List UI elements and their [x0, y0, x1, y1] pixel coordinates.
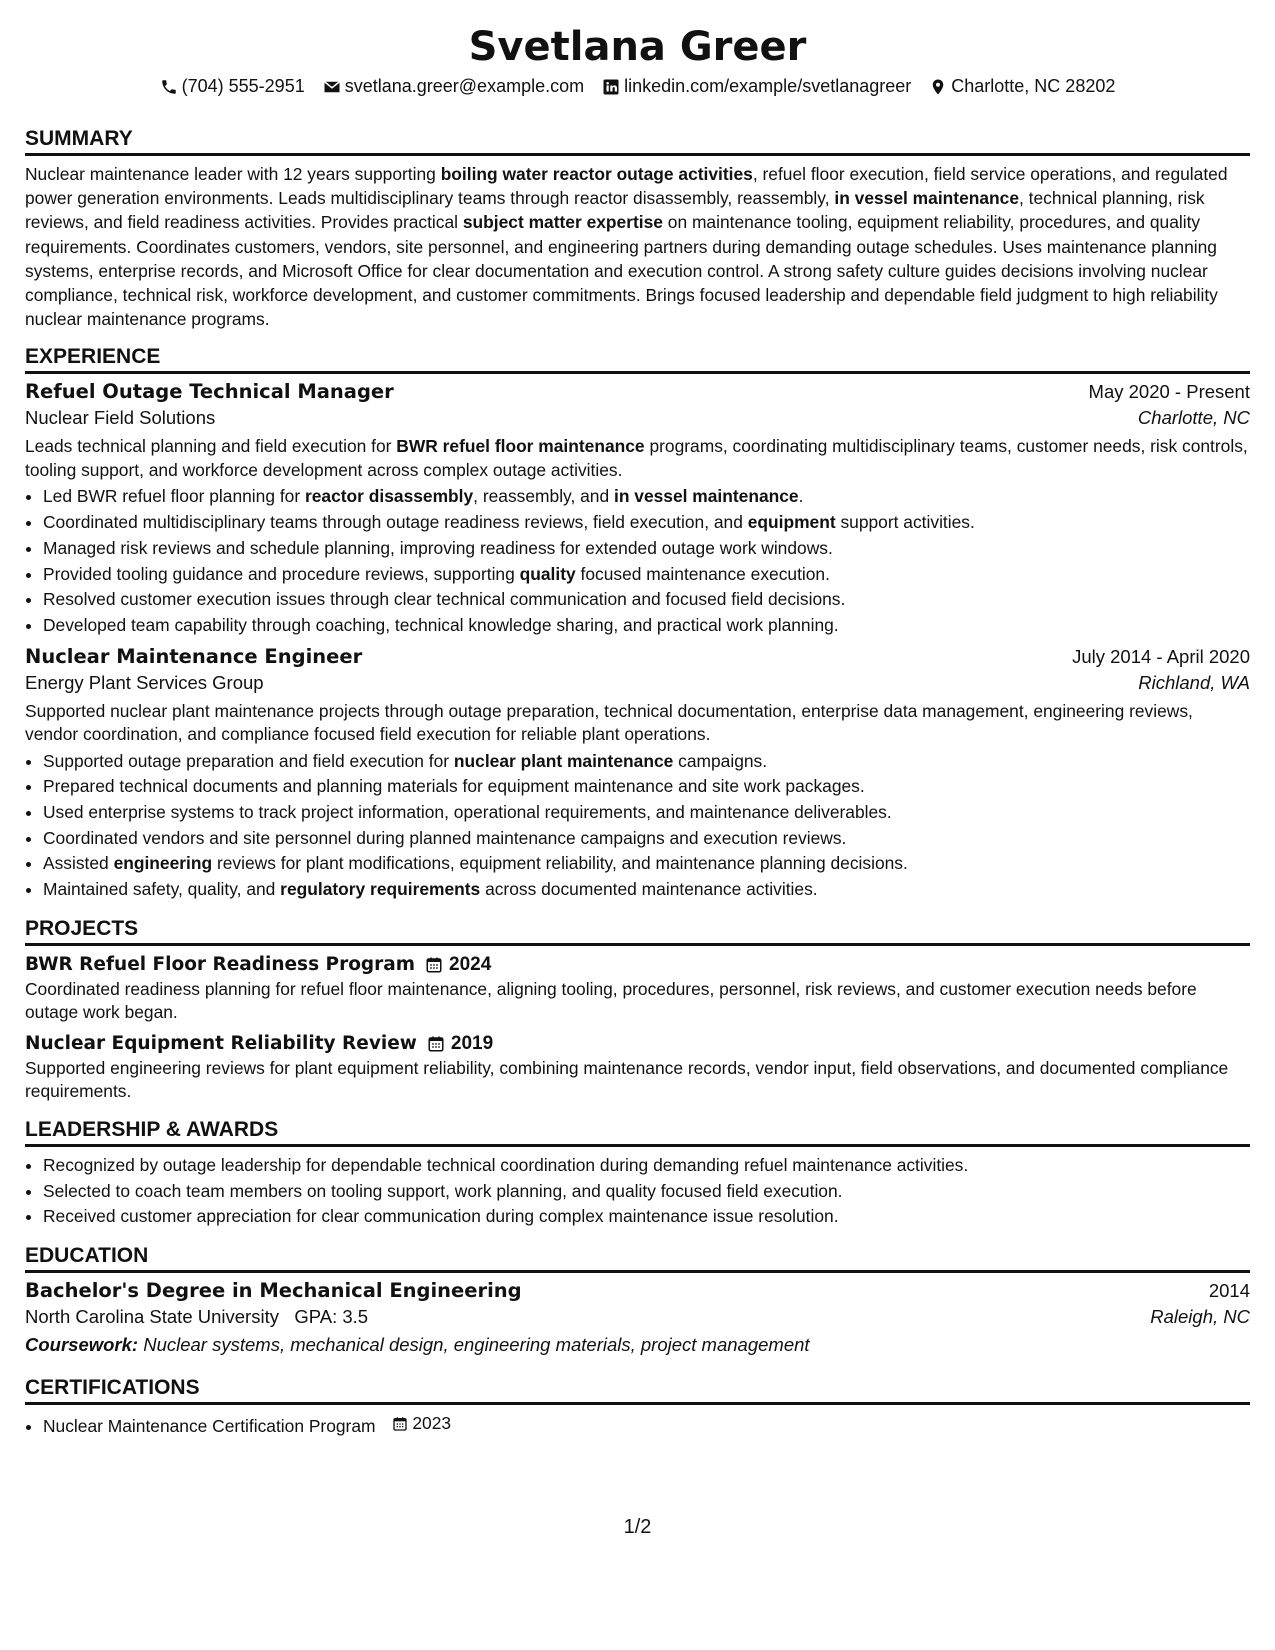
certifications-heading: CERTIFICATIONS	[25, 1376, 1250, 1405]
list-item: • Managed risk reviews and schedule planning, improving readiness for extended outage work windows.	[43, 536, 1250, 562]
project-entry	[25, 954, 1250, 1025]
contact-phone	[160, 76, 305, 97]
desc-part: programs, coordinating multidisciplinary teams, customer needs, risk controls, tooling support, and workforce development across complex outage activities.	[25, 436, 1248, 480]
list-item: • Received customer appreciation for clear communication during complex maintenance issue resolution.	[43, 1204, 1250, 1230]
job-bullets	[25, 484, 1250, 638]
project-entry	[25, 1033, 1250, 1104]
job-company: Energy Plant Services Group	[25, 671, 264, 693]
job-date: July 2014 - April 2020	[1072, 645, 1250, 667]
summary-part: Nuclear maintenance leader with 12 years supporting	[25, 164, 441, 184]
experience-heading: EXPERIENCE	[25, 345, 1250, 374]
job-location: Richland, WA	[1138, 671, 1250, 693]
project-description: Coordinated readiness planning for refuel floor maintenance, aligning tooling, procedures, personnel, risk reviews, and customer execution needs before outage work began.	[25, 978, 1197, 1023]
email-text: svetlana.greer@example.com	[344, 76, 585, 96]
project-title: Nuclear Equipment Reliability Review	[25, 1033, 417, 1055]
cert-year-text: 2023	[412, 1412, 452, 1433]
linkedin-text: linkedin.com/example/svetlanagreer	[624, 76, 912, 96]
projects-heading: PROJECTS	[25, 917, 1250, 946]
page-number: 1/2	[623, 1516, 652, 1538]
education-entry	[25, 1279, 1250, 1356]
certifications-list	[25, 1411, 1250, 1440]
summary-part: on maintenance tooling, equipment reliability, procedures, and quality requirements. Coordinates customers, vendors, site personnel, and engineering partners during demanding outage schedules. Uses maintenance planning systems, enterprise records, and Microsoft Office for clear documentation and execution control. A strong safety culture guides decisions involving nuclear compliance, technical risk, workforce development, and customer commitments. Brings focused leadership and dependable field judgment to high reliability nuclear maintenance programs.	[25, 212, 1218, 330]
list-item: • Selected to coach team members on tooling support, work planning, and quality focused field execution.	[43, 1179, 1250, 1205]
job-date: May 2020 - Present	[1088, 381, 1250, 403]
job-bullets	[25, 749, 1250, 903]
summary-part: , refuel floor execution, field service operations, and regulated power generation environments. Leads multidisciplinary teams through reactor disassembly, reassembly,	[25, 164, 1228, 209]
linkedin-icon	[602, 78, 620, 96]
project-year	[425, 954, 491, 976]
contact-email[interactable]	[323, 76, 584, 97]
location-text: Charlotte, NC 28202	[951, 76, 1116, 96]
job-description: Supported nuclear plant maintenance projects through outage preparation, technical documentation, enterprise data management, engineering reviews, vendor coordination, and compliance focused field execution for reliable plant operations.	[25, 700, 1193, 745]
summary-text	[25, 162, 1250, 331]
degree-title: Bachelor's Degree in Mechanical Engineering	[25, 1278, 522, 1302]
list-item: • Recognized by outage leadership for dependable technical coordination during demanding refuel maintenance activities.	[43, 1153, 1250, 1179]
list-item: • Supported outage preparation and field execution for nuclear plant maintenance campaigns.	[43, 749, 1250, 775]
cert-name: Nuclear Maintenance Certification Program	[43, 1415, 376, 1436]
leadership-list	[25, 1153, 1250, 1230]
list-item: • Resolved customer execution issues through clear technical communication and focused field decisions.	[43, 587, 1250, 613]
project-year-text: 2024	[449, 953, 492, 975]
list-item: • Assisted engineering reviews for plant modifications, equipment reliability, and maintenance planning decisions.	[43, 851, 1250, 877]
job-entry	[25, 380, 1250, 638]
phone-icon	[160, 78, 178, 96]
project-year-text: 2019	[450, 1032, 494, 1054]
summary-bold: in vessel maintenance	[834, 188, 1019, 209]
calendar-icon	[425, 956, 443, 974]
summary-heading: SUMMARY	[25, 127, 1250, 156]
contact-linkedin[interactable]	[602, 76, 911, 97]
degree-year: 2014	[1208, 1279, 1250, 1301]
cert-year	[392, 1411, 451, 1437]
job-title: Refuel Outage Technical Manager	[25, 380, 394, 404]
school-name: North Carolina State University GPA: 3.5	[25, 1305, 369, 1327]
job-company: Nuclear Field Solutions	[25, 407, 216, 429]
desc-bold: BWR refuel floor maintenance	[396, 436, 645, 457]
calendar-icon	[427, 1035, 445, 1053]
project-year	[427, 1033, 493, 1055]
list-item: • Led BWR refuel floor planning for reactor disassembly, reassembly, and in vessel maintenance.	[43, 484, 1250, 510]
job-location: Charlotte, NC	[1137, 407, 1250, 429]
contact-bar	[25, 76, 1250, 97]
list-item: • Used enterprise systems to track project information, operational requirements, and maintenance deliverables.	[43, 800, 1250, 826]
list-item: • Developed team capability through coaching, technical knowledge sharing, and practical work planning.	[43, 613, 1250, 639]
summary-bold: subject matter expertise	[462, 212, 663, 233]
job-description	[25, 435, 1250, 482]
job-entry	[25, 645, 1250, 903]
candidate-name: Svetlana Greer	[468, 24, 807, 70]
job-title: Nuclear Maintenance Engineer	[25, 644, 363, 668]
education-heading: EDUCATION	[25, 1244, 1250, 1273]
desc-part: Leads technical planning and field execution for	[25, 436, 397, 457]
list-item: • Prepared technical documents and planning materials for equipment maintenance and site work packages.	[43, 774, 1250, 800]
project-title: BWR Refuel Floor Readiness Program	[25, 954, 416, 976]
resume-page	[25, 0, 1250, 1440]
contact-location	[929, 76, 1115, 97]
list-item: • Coordinated vendors and site personnel during planned maintenance campaigns and execution reviews.	[43, 826, 1250, 852]
gpa: GPA: 3.5	[294, 1305, 369, 1327]
map-pin-icon	[929, 78, 947, 96]
envelope-icon	[323, 78, 341, 96]
summary-bold: boiling water reactor outage activities	[440, 164, 753, 184]
list-item: • Provided tooling guidance and procedure reviews, supporting quality focused maintenance execution.	[43, 562, 1250, 588]
coursework: Coursework: Nuclear systems, mechanical design, engineering materials, project management	[25, 1333, 810, 1355]
list-item: • Maintained safety, quality, and regulatory requirements across documented maintenance activities.	[43, 877, 1250, 903]
summary-part: , technical planning, risk reviews, and field readiness activities. Provides practical	[25, 188, 1205, 233]
phone-text: (704) 555-2951	[181, 76, 305, 96]
school-location: Raleigh, NC	[1150, 1305, 1250, 1327]
project-description: Supported engineering reviews for plant equipment reliability, combining maintenance records, vendor input, field observations, and documented compliance requirements.	[25, 1057, 1229, 1102]
list-item	[43, 1411, 1250, 1440]
leadership-heading: LEADERSHIP & AWARDS	[25, 1118, 1250, 1147]
calendar-icon	[392, 1416, 408, 1432]
list-item: • Coordinated multidisciplinary teams through outage readiness reviews, field execution, and equipment support activities.	[43, 510, 1250, 536]
